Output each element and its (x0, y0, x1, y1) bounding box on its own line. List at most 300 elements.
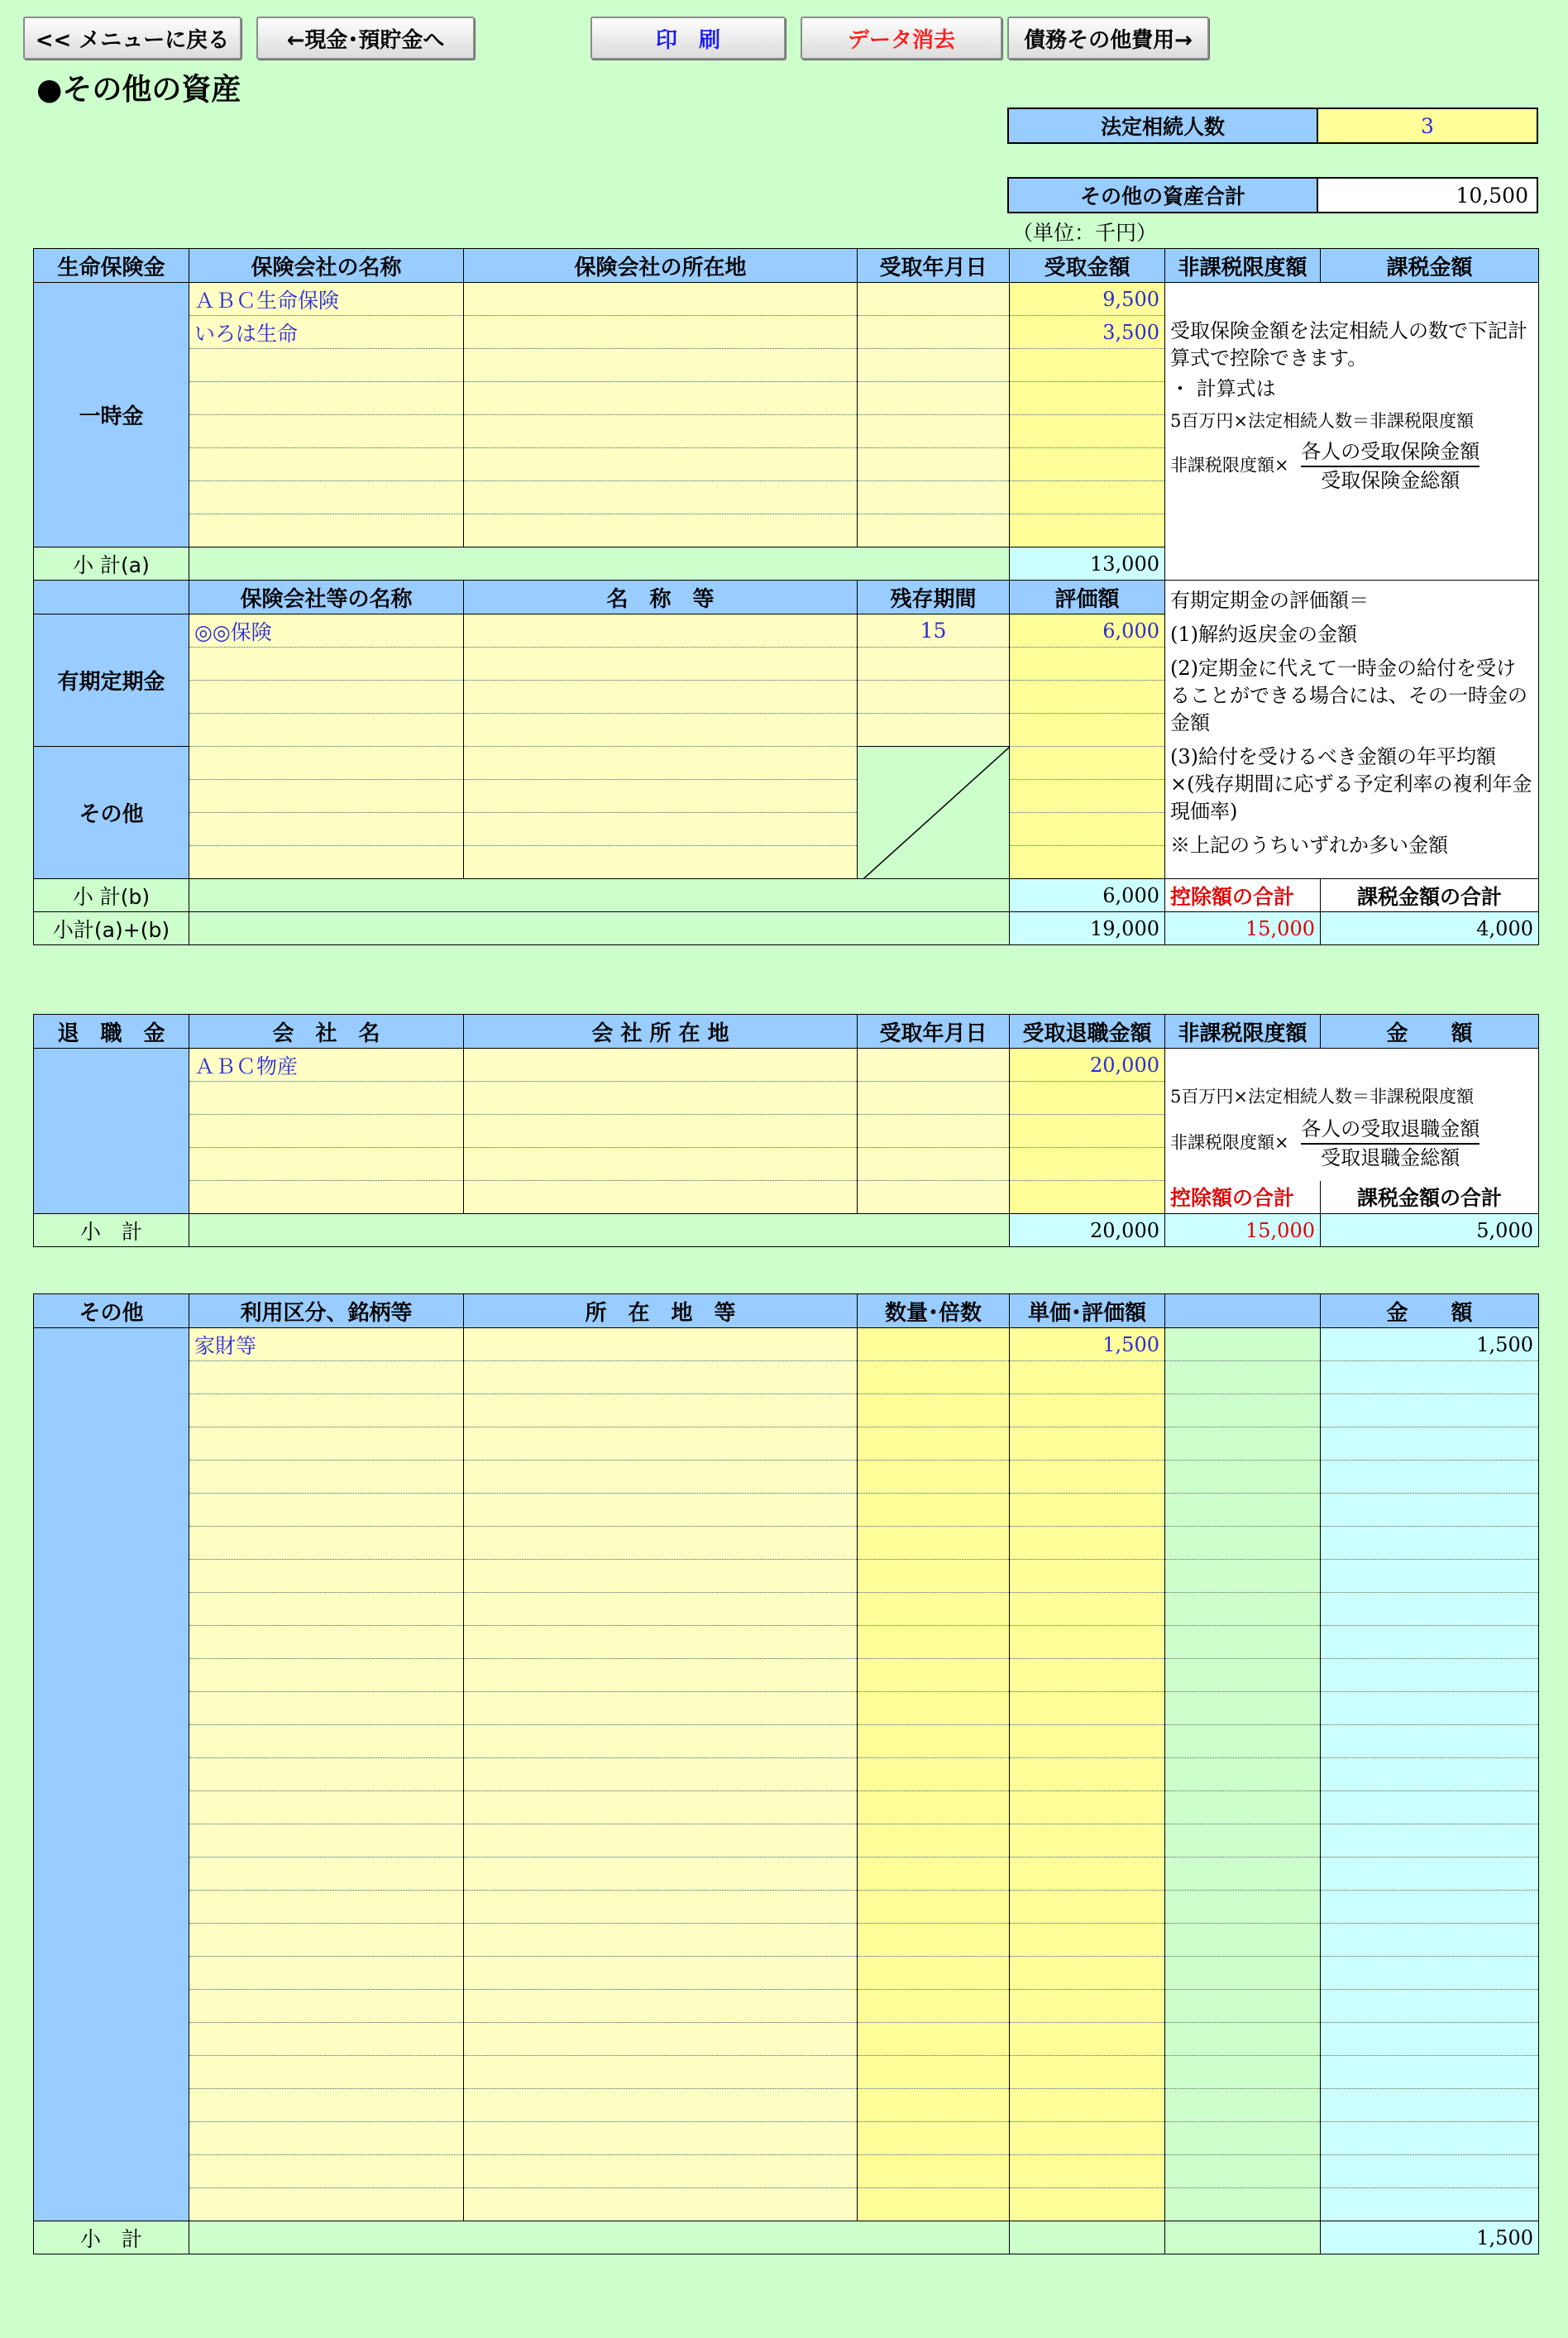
back-to-menu-button[interactable]: << メニューに戻る (23, 17, 241, 60)
company-address-cell[interactable] (464, 382, 858, 415)
other-annuity-label: その他 (34, 747, 189, 879)
table-row (34, 1049, 1539, 1082)
location-cell[interactable] (464, 1461, 858, 1494)
col-blank (1165, 1294, 1321, 1328)
location-cell[interactable] (464, 2122, 858, 2155)
other-header-row (34, 1294, 1539, 1328)
remaining-period-cell[interactable] (858, 648, 1010, 681)
company-address-cell[interactable] (464, 1049, 858, 1082)
receipt-date-cell[interactable] (858, 1181, 1010, 1214)
other-assets-table (33, 1293, 1539, 2254)
usage-brand-cell[interactable] (189, 1593, 464, 1626)
amount-cell (1321, 1461, 1539, 1494)
usage-brand-cell[interactable] (189, 1527, 464, 1560)
location-cell[interactable] (464, 1328, 858, 1361)
col-remaining-period: 残存期間 (858, 581, 1010, 614)
usage-brand-cell[interactable] (189, 1659, 464, 1692)
receipt-amount-cell[interactable] (1010, 481, 1165, 514)
unit-price-cell[interactable] (1010, 1990, 1165, 2023)
title-cell[interactable] (464, 747, 858, 780)
valuation-cell[interactable]: 6,000 (1010, 614, 1165, 648)
quantity-cell[interactable] (858, 1560, 1010, 1593)
subtotal-a-value: 13,000 (1010, 547, 1165, 581)
company-name-cell[interactable] (189, 1115, 464, 1148)
location-cell[interactable] (464, 1692, 858, 1725)
subtotal-b-spacer (189, 879, 1010, 912)
company-address-cell[interactable] (464, 514, 858, 547)
company-name-cell[interactable]: ＡＢＣ物産 (189, 1049, 464, 1082)
insurance-header-row (34, 249, 1539, 283)
quantity-cell[interactable] (858, 1626, 1010, 1659)
quantity-cell[interactable] (858, 2155, 1010, 2188)
receipt-date-cell[interactable] (858, 283, 1010, 316)
usage-brand-cell[interactable] (189, 1824, 464, 1857)
term-note-3: (2)定期金に代えて一時金の給付を受けることができる場合には、その一時金の金額 (1170, 657, 1527, 734)
other-category (34, 1328, 189, 2221)
col-retirement-amount: 受取退職金額 (1010, 1015, 1165, 1049)
table-row (34, 2089, 1539, 2122)
unit-price-cell[interactable] (1010, 1494, 1165, 1527)
company-name-cell[interactable] (189, 1148, 464, 1181)
usage-brand-cell[interactable] (189, 2023, 464, 2056)
company-name-cell[interactable] (189, 514, 464, 547)
blank-cell (1165, 1626, 1321, 1659)
amount-cell (1321, 1560, 1539, 1593)
blank-cell (1165, 2122, 1321, 2155)
receipt-amount-cell[interactable]: 9,500 (1010, 283, 1165, 316)
quantity-cell[interactable] (858, 1692, 1010, 1725)
valuation-cell[interactable] (1010, 846, 1165, 879)
remaining-period-cell[interactable] (858, 681, 1010, 714)
quantity-cell[interactable] (858, 1924, 1010, 1957)
quantity-cell[interactable] (858, 1891, 1010, 1924)
blank-cell (1165, 1394, 1321, 1427)
blank-cell (1165, 1758, 1321, 1791)
usage-brand-cell[interactable] (189, 2122, 464, 2155)
amount-cell (1321, 1857, 1539, 1891)
company-address-cell[interactable] (464, 283, 858, 316)
company-name-cell[interactable]: いろは生命 (189, 316, 464, 349)
valuation-cell[interactable] (1010, 714, 1165, 747)
to-debts-button[interactable]: 債務その他費用→ (1007, 17, 1209, 60)
unit-price-cell[interactable] (1010, 2056, 1165, 2089)
blank-cell (1165, 1659, 1321, 1692)
table-row (34, 1990, 1539, 2023)
insurer-name-cell[interactable] (189, 813, 464, 846)
insurer-name-cell[interactable] (189, 714, 464, 747)
usage-brand-cell[interactable] (189, 1891, 464, 1924)
quantity-cell[interactable] (858, 1361, 1010, 1394)
usage-brand-cell[interactable] (189, 1692, 464, 1725)
col-amount: 金 額 (1321, 1294, 1539, 1328)
other-subtotal-blank (1165, 2221, 1321, 2254)
blank-cell (1165, 1461, 1321, 1494)
unit-price-cell[interactable] (1010, 2155, 1165, 2188)
company-address-cell[interactable] (464, 349, 858, 382)
location-cell[interactable] (464, 1394, 858, 1427)
quantity-cell[interactable] (858, 1824, 1010, 1857)
subtotal-a-spacer (189, 547, 1010, 581)
insurance-note-3: 5百万円×法定相続人数＝非課税限度額 (1170, 411, 1474, 431)
table-row (34, 1791, 1539, 1824)
unit-price-cell[interactable] (1010, 1427, 1165, 1461)
other-subtotal-value: 1,500 (1321, 2221, 1539, 2254)
amount-cell (1321, 2089, 1539, 2122)
location-cell[interactable] (464, 2023, 858, 2056)
valuation-cell[interactable] (1010, 681, 1165, 714)
company-address-cell[interactable] (464, 481, 858, 514)
unit-price-cell[interactable] (1010, 1560, 1165, 1593)
unit-price-cell[interactable] (1010, 1626, 1165, 1659)
location-cell[interactable] (464, 1361, 858, 1394)
subtotal-ab-label: 小計(a)+(b) (34, 912, 189, 945)
table-row (34, 1427, 1539, 1461)
usage-brand-cell[interactable] (189, 1427, 464, 1461)
quantity-cell[interactable] (858, 1527, 1010, 1560)
quantity-cell[interactable] (858, 1990, 1010, 2023)
table-row (34, 1957, 1539, 1990)
company-address-cell[interactable] (464, 1148, 858, 1181)
insurer-name-cell[interactable] (189, 846, 464, 879)
location-cell[interactable] (464, 1891, 858, 1924)
amount-cell (1321, 1758, 1539, 1791)
usage-brand-cell[interactable] (189, 2089, 464, 2122)
retirement-note-1: 5百万円×法定相続人数＝非課税限度額 (1170, 1087, 1474, 1107)
unit-price-cell[interactable] (1010, 1924, 1165, 1957)
location-cell[interactable] (464, 1791, 858, 1824)
receipt-date-cell[interactable] (858, 1148, 1010, 1181)
unit-price-cell[interactable] (1010, 1725, 1165, 1758)
table-row (34, 1361, 1539, 1394)
usage-brand-cell[interactable] (189, 2056, 464, 2089)
receipt-amount-cell[interactable] (1010, 349, 1165, 382)
quantity-cell[interactable] (858, 1791, 1010, 1824)
quantity-cell[interactable] (858, 2056, 1010, 2089)
diagonal-line (858, 747, 1010, 879)
blank-cell (1165, 1824, 1321, 1857)
remaining-period-cell[interactable]: 15 (858, 614, 1010, 648)
unit-price-cell[interactable] (1010, 1361, 1165, 1394)
col-life-insurance: 生命保険金 (34, 249, 189, 283)
quantity-cell[interactable] (858, 1427, 1010, 1461)
quantity-cell[interactable] (858, 2089, 1010, 2122)
quantity-cell[interactable] (858, 1494, 1010, 1527)
unit-price-cell[interactable] (1010, 1394, 1165, 1427)
usage-brand-cell[interactable] (189, 2188, 464, 2221)
usage-brand-cell[interactable] (189, 1494, 464, 1527)
company-name-cell[interactable] (189, 1181, 464, 1214)
remaining-period-cell[interactable] (858, 714, 1010, 747)
company-address-cell[interactable] (464, 1181, 858, 1214)
blank-cell (1165, 1560, 1321, 1593)
unit-price-cell[interactable] (1010, 1824, 1165, 1857)
insurance-formula-left: 非課税限度額× (1170, 455, 1289, 476)
title-cell[interactable] (464, 780, 858, 813)
col-location: 所 在 地 等 (464, 1294, 858, 1328)
retirement-taxable-label: 課税金額の合計 (1321, 1181, 1539, 1214)
to-cash-deposits-button[interactable]: ←現金･預貯金へ (256, 17, 475, 60)
company-name-cell[interactable] (189, 1082, 464, 1115)
location-cell[interactable] (464, 1857, 858, 1891)
receipt-amount-cell[interactable] (1010, 382, 1165, 415)
retirement-amount-cell[interactable] (1010, 1148, 1165, 1181)
receipt-date-cell[interactable] (858, 316, 1010, 349)
usage-brand-cell[interactable] (189, 1725, 464, 1758)
retirement-subtotal-spacer (189, 1214, 1010, 1247)
quantity-cell[interactable] (858, 2023, 1010, 2056)
table-row (34, 1560, 1539, 1593)
valuation-cell[interactable] (1010, 780, 1165, 813)
blank-cell (1165, 1593, 1321, 1626)
table-row (34, 1181, 1539, 1214)
amount-cell (1321, 2155, 1539, 2188)
receipt-date-cell[interactable] (858, 448, 1010, 481)
blank-cell (1165, 1857, 1321, 1891)
location-cell[interactable] (464, 1924, 858, 1957)
title-cell[interactable] (464, 648, 858, 681)
term-note-5: ※上記のうちいずれか多い金額 (1170, 834, 1448, 857)
usage-brand-cell[interactable] (189, 2155, 464, 2188)
col-taxable-amount: 課税金額 (1321, 249, 1539, 283)
location-cell[interactable] (464, 1824, 858, 1857)
retirement-subtotal-value: 20,000 (1010, 1214, 1165, 1247)
retirement-amount-cell[interactable] (1010, 1181, 1165, 1214)
col-valuation: 評価額 (1010, 581, 1165, 614)
location-cell[interactable] (464, 1725, 858, 1758)
valuation-cell[interactable] (1010, 648, 1165, 681)
amount-cell (1321, 1824, 1539, 1857)
blank-cell (1165, 1891, 1321, 1924)
usage-brand-cell[interactable] (189, 1857, 464, 1891)
table-row (34, 1461, 1539, 1494)
amount-cell (1321, 1659, 1539, 1692)
valuation-cell[interactable] (1010, 813, 1165, 846)
location-cell[interactable] (464, 2056, 858, 2089)
company-name-cell[interactable] (189, 415, 464, 448)
col-company-address: 保険会社の所在地 (464, 249, 858, 283)
receipt-amount-cell[interactable] (1010, 514, 1165, 547)
unit-price-cell[interactable] (1010, 2089, 1165, 2122)
insurer-name-cell[interactable] (189, 747, 464, 780)
blank-cell (1165, 2188, 1321, 2221)
usage-brand-cell[interactable] (189, 1461, 464, 1494)
amount-cell (1321, 1924, 1539, 1957)
usage-brand-cell[interactable] (189, 1394, 464, 1427)
company-name-cell[interactable] (189, 382, 464, 415)
amount-cell: 1,500 (1321, 1328, 1539, 1361)
location-cell[interactable] (464, 2188, 858, 2221)
quantity-cell[interactable] (858, 2188, 1010, 2221)
title-cell[interactable] (464, 681, 858, 714)
unit-price-cell[interactable] (1010, 1527, 1165, 1560)
location-cell[interactable] (464, 1990, 858, 2023)
table-row (34, 1758, 1539, 1791)
quantity-cell[interactable] (858, 1659, 1010, 1692)
table-row (34, 1494, 1539, 1527)
unit-price-cell[interactable] (1010, 1659, 1165, 1692)
title-cell[interactable] (464, 813, 858, 846)
receipt-date-cell[interactable] (858, 1049, 1010, 1082)
receipt-date-cell[interactable] (858, 1115, 1010, 1148)
unit-price-cell[interactable] (1010, 1791, 1165, 1824)
receipt-amount-cell[interactable] (1010, 415, 1165, 448)
location-cell[interactable] (464, 1659, 858, 1692)
unit-price-cell[interactable] (1010, 2122, 1165, 2155)
retirement-formula-left: 非課税限度額× (1170, 1132, 1289, 1153)
usage-brand-cell[interactable] (189, 1560, 464, 1593)
subtotal-ab-value: 19,000 (1010, 912, 1165, 945)
blank-cell (1165, 1924, 1321, 1957)
usage-brand-cell[interactable] (189, 1758, 464, 1791)
quantity-cell[interactable] (858, 1957, 1010, 1990)
receipt-date-cell[interactable] (858, 1082, 1010, 1115)
amount-cell (1321, 2188, 1539, 2221)
quantity-cell[interactable] (858, 2122, 1010, 2155)
location-cell[interactable] (464, 1494, 858, 1527)
print-button[interactable]: 印 刷 (590, 17, 786, 60)
col-insurer-name: 保険会社等の名称 (189, 581, 464, 614)
amount-cell (1321, 1394, 1539, 1427)
receipt-amount-cell[interactable]: 3,500 (1010, 316, 1165, 349)
term-note-1: 有期定期金の評価額＝ (1170, 589, 1369, 612)
location-cell[interactable] (464, 1957, 858, 1990)
location-cell[interactable] (464, 1593, 858, 1626)
quantity-cell[interactable] (858, 1461, 1010, 1494)
unit-price-cell[interactable] (1010, 1758, 1165, 1791)
retirement-deduction-label: 控除額の合計 (1165, 1181, 1321, 1214)
retirement-amount-cell[interactable] (1010, 1082, 1165, 1115)
quantity-cell[interactable] (858, 1394, 1010, 1427)
receipt-amount-cell[interactable] (1010, 448, 1165, 481)
receipt-date-cell[interactable] (858, 481, 1010, 514)
table-row (34, 1527, 1539, 1560)
company-address-cell[interactable] (464, 448, 858, 481)
col-blank (34, 581, 189, 614)
blank-cell (1165, 1328, 1321, 1361)
amount-cell (1321, 1791, 1539, 1824)
subtotal-b-label: 小 計(b) (34, 879, 189, 912)
quantity-cell[interactable] (858, 1593, 1010, 1626)
amount-cell (1321, 1990, 1539, 2023)
retirement-header-row (34, 1015, 1539, 1049)
unit-price-cell[interactable]: 1,500 (1010, 1328, 1165, 1361)
retirement-note (1165, 1049, 1539, 1181)
retirement-amount-cell[interactable]: 20,000 (1010, 1049, 1165, 1082)
location-cell[interactable] (464, 2155, 858, 2188)
receipt-date-cell[interactable] (858, 514, 1010, 547)
col-usage-brand: 利用区分、銘柄等 (189, 1294, 464, 1328)
unit-price-cell[interactable] (1010, 1692, 1165, 1725)
table-row (34, 2155, 1539, 2188)
usage-brand-cell[interactable] (189, 1957, 464, 1990)
table-row (34, 1593, 1539, 1626)
table-row (34, 1857, 1539, 1891)
quantity-cell[interactable] (858, 1725, 1010, 1758)
location-cell[interactable] (464, 1527, 858, 1560)
clear-data-button[interactable]: データ消去 (801, 17, 1002, 60)
unit-price-cell[interactable] (1010, 1957, 1165, 1990)
blank-cell (1165, 2056, 1321, 2089)
receipt-date-cell[interactable] (858, 349, 1010, 382)
location-cell[interactable] (464, 2089, 858, 2122)
amount-cell (1321, 2023, 1539, 2056)
title-cell[interactable] (464, 846, 858, 879)
insurer-name-cell[interactable]: ◎◎保険 (189, 614, 464, 648)
quantity-cell[interactable] (858, 1758, 1010, 1791)
usage-brand-cell[interactable] (189, 1924, 464, 1957)
usage-brand-cell[interactable] (189, 1626, 464, 1659)
unit-price-cell[interactable] (1010, 2188, 1165, 2221)
retirement-amount-cell[interactable] (1010, 1115, 1165, 1148)
term-header-row (34, 581, 1539, 614)
usage-brand-cell[interactable]: 家財等 (189, 1328, 464, 1361)
valuation-cell[interactable] (1010, 747, 1165, 780)
location-cell[interactable] (464, 1427, 858, 1461)
receipt-date-cell[interactable] (858, 415, 1010, 448)
blank-cell (1165, 2089, 1321, 2122)
other-subtotal-label: 小 計 (34, 2221, 189, 2254)
insurer-name-cell[interactable] (189, 648, 464, 681)
col-title: 名 称 等 (464, 581, 858, 614)
company-name-cell[interactable] (189, 448, 464, 481)
amount-cell (1321, 1692, 1539, 1725)
insurer-name-cell[interactable] (189, 681, 464, 714)
diagonal-cell (858, 747, 1010, 879)
col-company-name: 会 社 名 (189, 1015, 464, 1049)
receipt-date-cell[interactable] (858, 382, 1010, 415)
unit-price-cell[interactable] (1010, 1891, 1165, 1924)
unit-price-cell[interactable] (1010, 1857, 1165, 1891)
table-row (34, 1659, 1539, 1692)
insurer-name-cell[interactable] (189, 780, 464, 813)
quantity-cell[interactable] (858, 1328, 1010, 1361)
heirs-input[interactable]: 3 (1317, 108, 1538, 144)
company-address-cell[interactable] (464, 415, 858, 448)
title-cell[interactable] (464, 614, 858, 648)
location-cell[interactable] (464, 1758, 858, 1791)
usage-brand-cell[interactable] (189, 1990, 464, 2023)
company-name-cell[interactable] (189, 481, 464, 514)
unit-price-cell[interactable] (1010, 1593, 1165, 1626)
retirement-formula-numerator: 各人の受取退職金額 (1301, 1116, 1480, 1145)
company-address-cell[interactable] (464, 1115, 858, 1148)
company-address-cell[interactable] (464, 1082, 858, 1115)
location-cell[interactable] (464, 1560, 858, 1593)
total-label: その他の資産合計 (1007, 177, 1318, 213)
amount-cell (1321, 1427, 1539, 1461)
company-address-cell[interactable] (464, 316, 858, 349)
retirement-subtotal-label: 小 計 (34, 1214, 189, 1247)
usage-brand-cell[interactable] (189, 1791, 464, 1824)
other-subtotal-spacer (189, 2221, 1010, 2254)
quantity-cell[interactable] (858, 1857, 1010, 1891)
unit-price-cell[interactable] (1010, 2023, 1165, 2056)
location-cell[interactable] (464, 1626, 858, 1659)
company-name-cell[interactable] (189, 349, 464, 382)
title-cell[interactable] (464, 714, 858, 747)
heirs-label: 法定相続人数 (1007, 108, 1318, 144)
subtotal-ab-row (34, 912, 1539, 945)
company-name-cell[interactable]: ＡＢＣ生命保険 (189, 283, 464, 316)
blank-cell (1165, 1725, 1321, 1758)
insurance-deduction-label: 控除額の合計 (1165, 879, 1321, 912)
usage-brand-cell[interactable] (189, 1361, 464, 1394)
term-note-2: (1)解約返戻金の金額 (1170, 623, 1357, 646)
unit-price-cell[interactable] (1010, 1461, 1165, 1494)
amount-cell (1321, 1957, 1539, 1990)
col-receipt-date: 受取年月日 (858, 1015, 1010, 1049)
col-other: その他 (34, 1294, 189, 1328)
